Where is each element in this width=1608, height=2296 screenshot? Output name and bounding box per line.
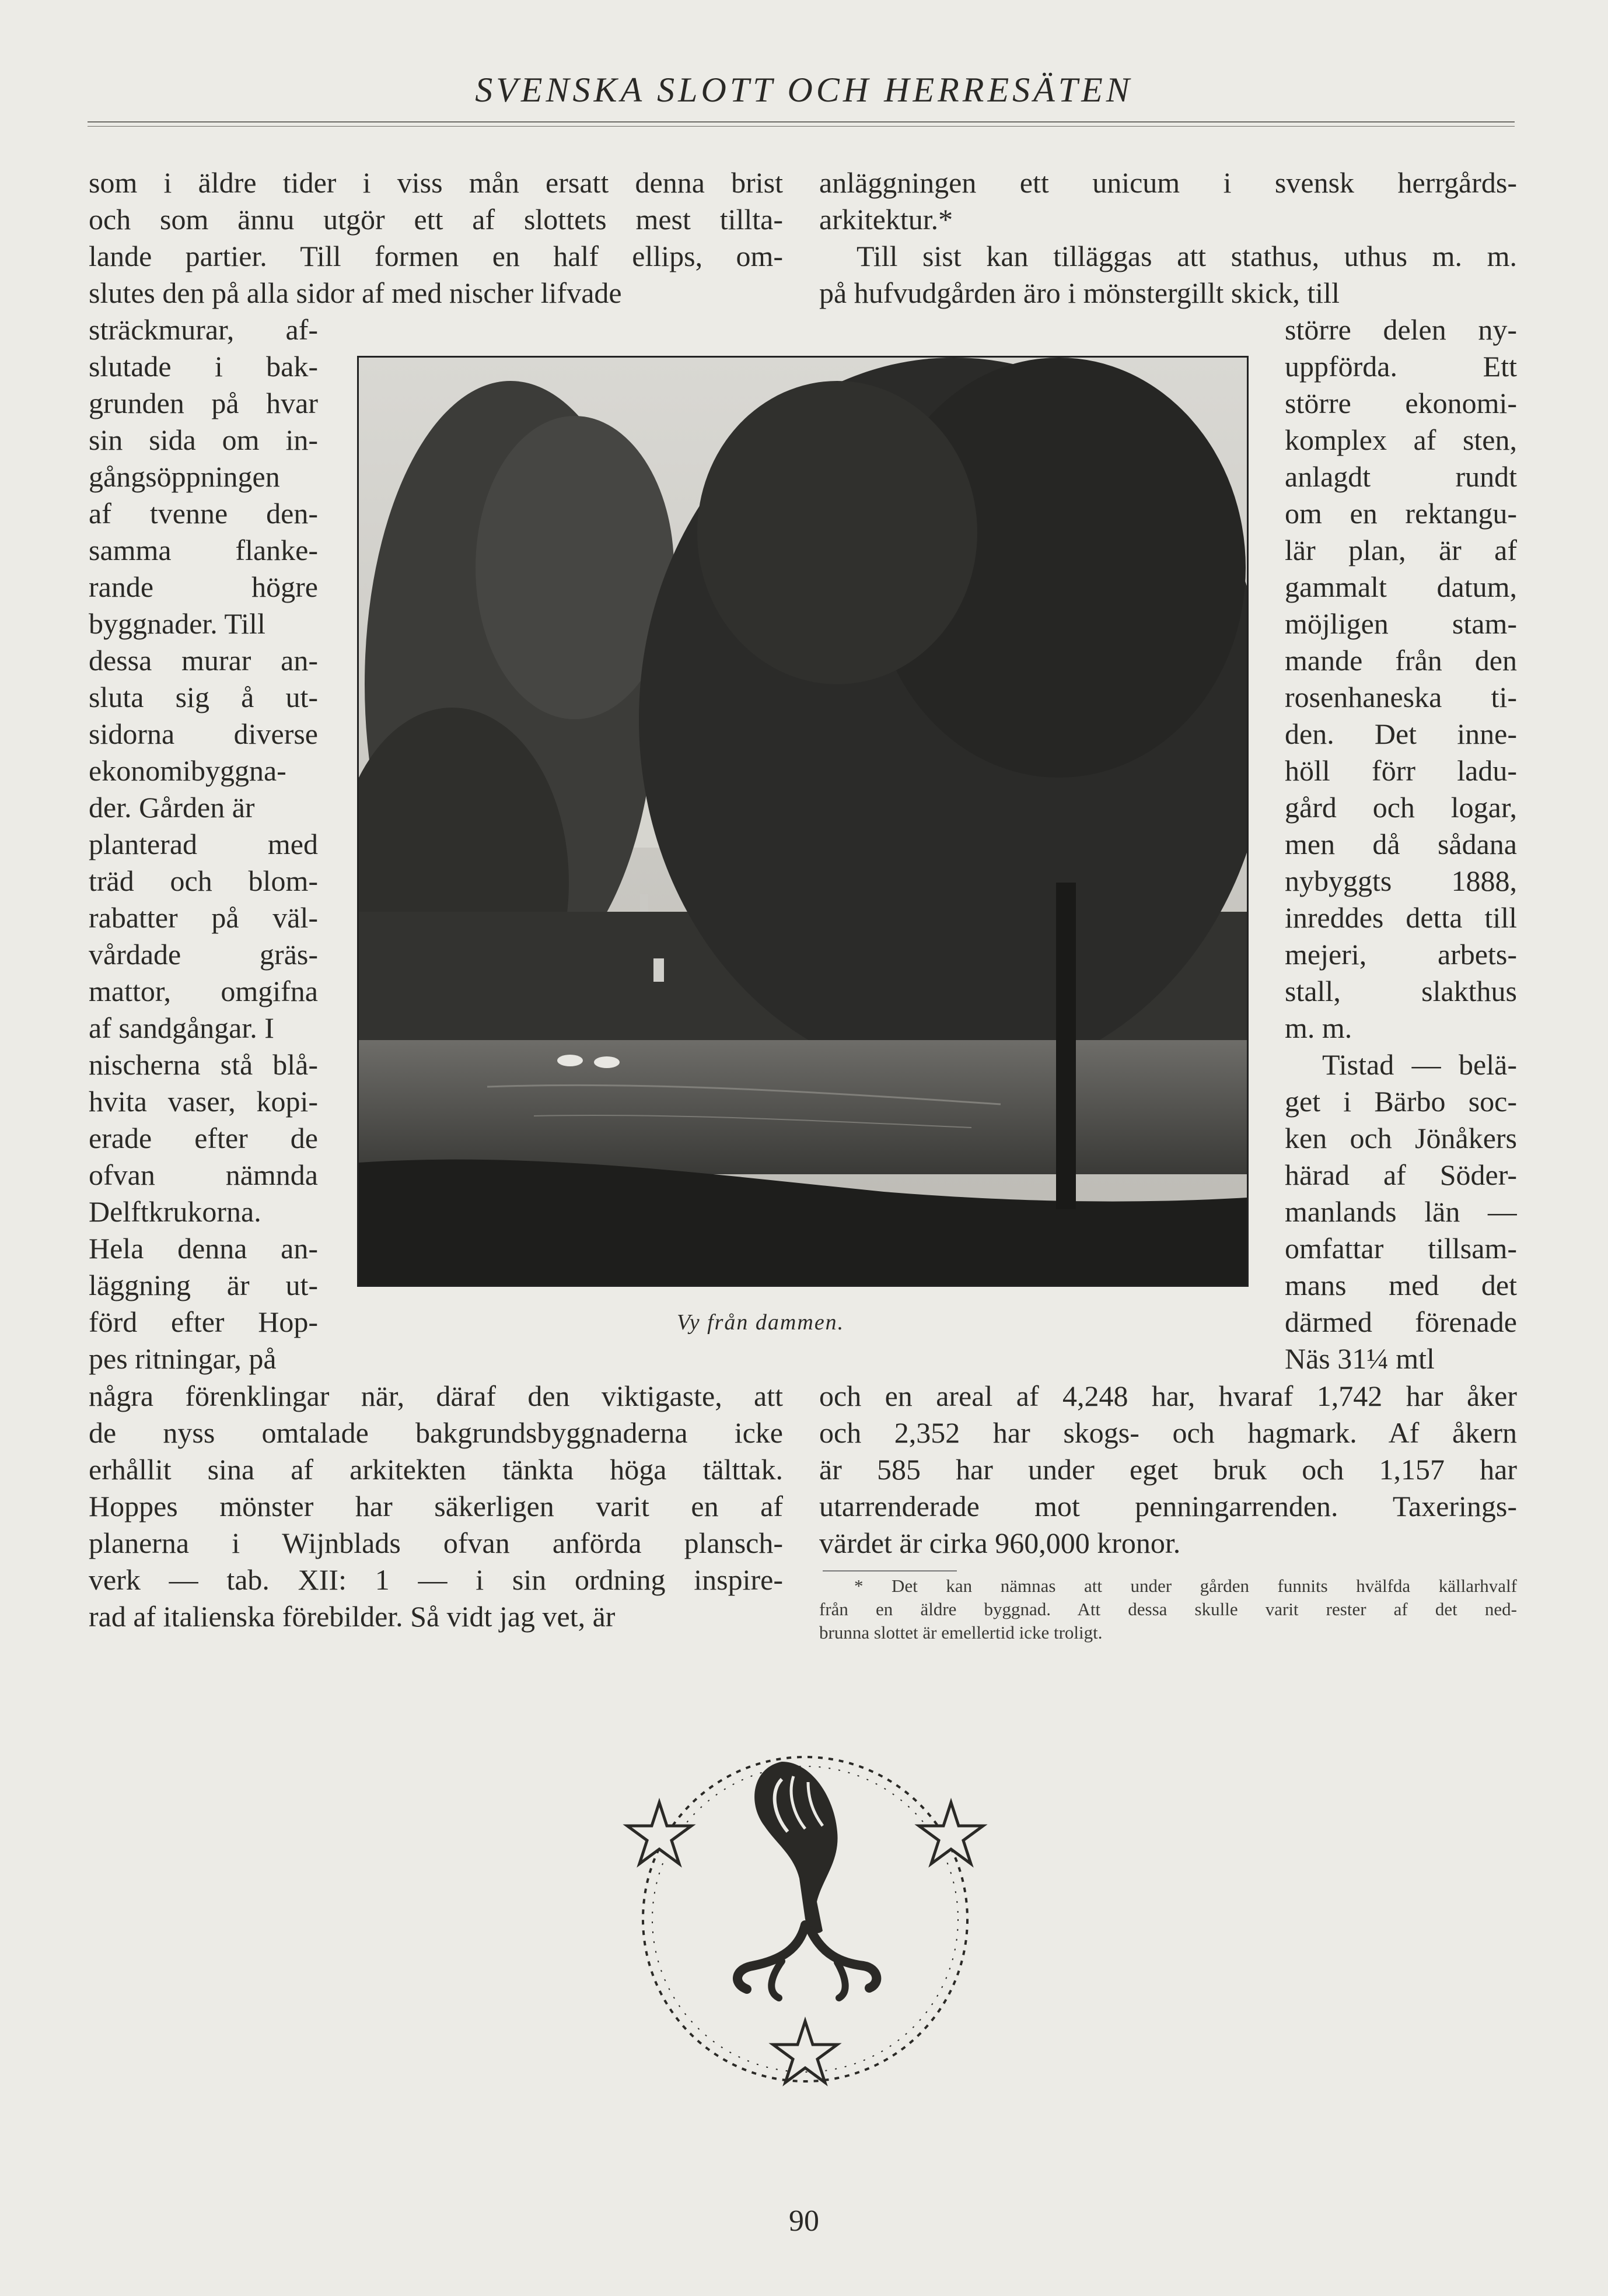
text-line: värdet är cirka 960,000 kronor. [819,1527,1181,1559]
text-line: samma flanke- [89,534,318,566]
text-line: men då sådana [1285,828,1517,860]
text-line: träd och blom- [89,864,318,897]
text-line: några förenklingar när, däraf den viktigaste, att [89,1380,783,1412]
text-line: der. Gården är [89,791,255,824]
text-line: de nyss omtalade bakgrundsbyggnaderna icke [89,1416,783,1449]
footnote-line: från en äldre byggnad. Att dessa skulle varit rester af det ned- [819,1599,1517,1619]
text-line: sin sida om in- [89,424,318,456]
text-line: möjligen stam- [1285,607,1517,640]
text-line: som i äldre tider i viss mån ersatt denna brist [89,166,783,199]
text-line: lär plan, är af [1285,534,1517,566]
text-line: gångsöppningen [89,460,280,493]
text-line: och 2,352 har skogs- och hagmark. Af åkern [819,1416,1517,1449]
text-line: Näs 31¼ mtl [1285,1342,1435,1375]
header-rule-thin [88,126,1515,127]
text-line: byggnader. Till [89,607,265,640]
text-line: den. Det inne- [1285,718,1517,750]
text-line: anlagdt rundt [1285,460,1517,493]
footnote-rule [823,1570,957,1572]
header-rule [88,121,1515,123]
text-line: dessa murar an- [89,644,318,677]
text-line: arkitektur.* [819,203,953,236]
text-line: gammalt datum, [1285,570,1517,603]
text-line: och en areal af 4,248 har, hvaraf 1,742 har åker [819,1380,1517,1412]
text-line: Till sist kan tilläggas att stathus, uthus m. m. [857,240,1517,272]
text-line: förd efter Hop- [89,1306,318,1338]
text-line: vårdade gräs- [89,938,318,971]
text-line: verk — tab. XII: 1 — i sin ordning inspire- [89,1563,783,1596]
text-line: lande partier. Till formen en half ellips, om- [89,240,783,272]
text-line: ofvan nämnda [89,1158,318,1191]
text-line: nybyggts 1888, [1285,864,1517,897]
text-line: get i Bärbo soc- [1285,1085,1517,1118]
text-line: pes ritningar, på [89,1342,277,1375]
text-line: gård och logar, [1285,791,1517,824]
text-line: komplex af sten, [1285,424,1517,456]
text-line: Hoppes mönster har säkerligen varit en af [89,1490,783,1522]
text-line: sidorna diverse [89,718,318,750]
footnote-line: * Det kan nämnas att under gården funnits hvälfda källarhvalf [854,1576,1517,1596]
text-line: hvita vaser, kopi- [89,1085,318,1118]
photograph-pond-view [357,356,1249,1287]
footnote-line: brunna slottet är emellertid icke troligt. [819,1622,1103,1643]
text-line: större ekonomi- [1285,387,1517,419]
running-title: SVENSKA SLOTT OCH HERRESÄTEN [475,71,1133,109]
text-line: manlands län — [1285,1195,1517,1228]
text-line: härad af Söder- [1285,1158,1517,1191]
photo-caption: Vy från dammen. [677,1310,845,1335]
text-line: sluta sig å ut- [89,681,318,713]
text-line: af tvenne den- [89,497,318,530]
text-line: grunden på hvar [89,387,318,419]
text-line: mattor, omgifna [89,975,318,1007]
photo-illustration [359,358,1247,1285]
text-line: erade efter de [89,1122,318,1154]
text-line: stall, slakthus [1285,975,1517,1007]
text-line: m. m. [1285,1012,1352,1044]
text-line: är 585 har under eget bruk och 1,157 har [819,1453,1517,1486]
text-line: Hela denna an- [89,1232,318,1265]
text-line: slutade i bak- [89,350,318,383]
text-line: slutes den på alla sidor af med nischer lifvade [89,276,622,309]
text-line: rande högre [89,570,318,603]
text-line: planterad med [89,828,318,860]
text-line: erhållit sina af arkitekten tänkta höga tälttak. [89,1453,783,1486]
text-line: mans med det [1285,1269,1517,1301]
text-line: om en rektangu- [1285,497,1517,530]
decorative-emblem [607,1727,1004,2103]
text-line: därmed förenade [1285,1306,1517,1338]
page-number: 90 [789,2204,819,2238]
text-line: Tistad — belä- [1322,1048,1517,1081]
text-line: utarrenderade mot penningarrenden. Taxerings- [819,1490,1517,1522]
text-line: mejeri, arbets- [1285,938,1517,971]
text-line: rad af italienska förebilder. Så vidt jag vet, är [89,1600,616,1633]
text-line: höll förr ladu- [1285,754,1517,787]
text-line: inreddes detta till [1285,901,1517,934]
text-line: ekonomibyggna- [89,754,286,787]
text-line: nischerna stå blå- [89,1048,318,1081]
text-line: sträckmurar, af- [89,313,318,346]
text-line: uppförda. Ett [1285,350,1517,383]
text-line: ken och Jönåkers [1285,1122,1517,1154]
text-line: rabatter på väl- [89,901,318,934]
text-line: af sandgångar. I [89,1012,274,1044]
text-line: mande från den [1285,644,1517,677]
eagle-claw-crest-icon [607,1727,1004,2100]
text-line: anläggningen ett unicum i svensk herrgårds- [819,166,1517,199]
text-line: större delen ny- [1285,313,1517,346]
text-line: planerna i Wijnblads ofvan anförda plansch- [89,1527,783,1559]
text-line: och som ännu utgör ett af slottets mest tillta- [89,203,783,236]
text-line: Delftkrukorna. [89,1195,261,1228]
text-line: omfattar tillsam- [1285,1232,1517,1265]
text-line: läggning är ut- [89,1269,318,1301]
text-line: på hufvudgården äro i mönstergillt skick, till [819,276,1340,309]
text-line: rosenhaneska ti- [1285,681,1517,713]
